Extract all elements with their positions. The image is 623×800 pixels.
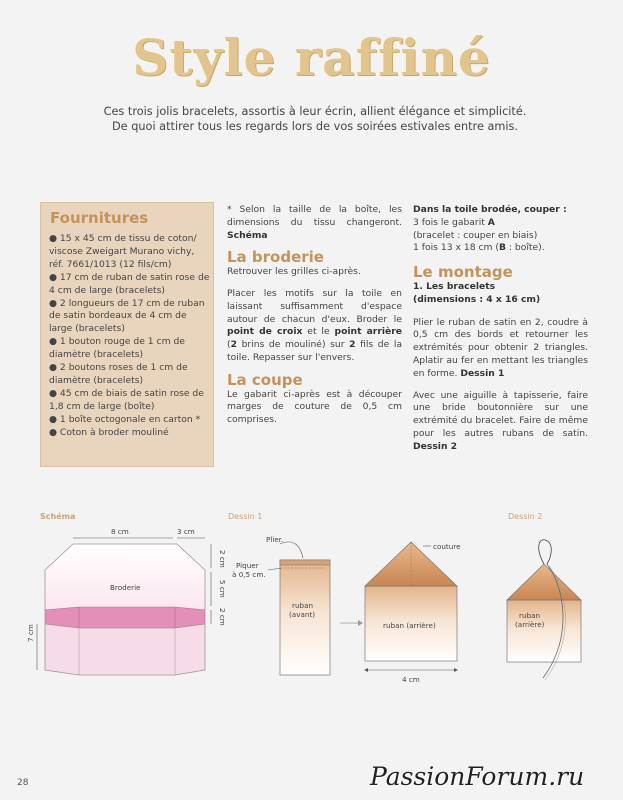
montage-heading: Le montage: [413, 263, 513, 282]
ruban-label: ruban: [519, 611, 541, 620]
schema-bottom-panel: [45, 624, 205, 675]
dim-2cm-bottom: 2 cm: [218, 608, 227, 626]
dim-5cm: 5 cm: [218, 580, 227, 598]
fournitures-heading: Fournitures: [50, 209, 149, 227]
text: 2: [349, 339, 356, 351]
size-note-text: * Selon la taille de la boîte, les dimensions du tissu changeront.: [227, 204, 402, 228]
dessin2-reference: Dessin 2: [413, 440, 458, 452]
broderie-label: Broderie: [110, 583, 141, 592]
text: A: [487, 216, 495, 228]
list-item: ● Coton à broder mouliné: [49, 426, 169, 438]
dim-4cm: 4 cm: [402, 675, 420, 684]
coupe-heading: La coupe: [227, 370, 303, 389]
dim-7cm: 7 cm: [26, 624, 35, 642]
text: Placer les motifs sur la toile en laissant suffisamment d'espace autour de chacun d'eux. Broder le: [227, 287, 402, 325]
fournitures-box: [40, 202, 214, 467]
text: 3 fois le gabarit: [413, 216, 485, 228]
text: Dans la toile brodée, couper :: [413, 204, 567, 215]
dessin1-label: Dessin 1: [228, 512, 263, 521]
couper-line-2: (bracelet : couper en biais): [413, 229, 538, 241]
piquer-label: Piquer: [236, 561, 259, 570]
text: Avec une aiguille à tapisserie, faire une bride boutonnière sur une extrémité du bracelet. Faire de même pour les autres rubans de satin.: [413, 389, 588, 439]
couper-line-3: [413, 242, 588, 255]
montage-paragraph-2: [413, 390, 588, 454]
text: (dimensions : 4 x 16 cm): [413, 293, 541, 305]
text: point arrière: [334, 326, 403, 338]
coupe-paragraph: Le gabarit ci-après est à découper marges de couture de 0,5 cm comprises.: [227, 388, 402, 426]
montage-sub-2: [413, 294, 588, 307]
broderie-paragraph-2: [227, 288, 402, 365]
schema-diagram: [25, 520, 230, 685]
dim-8cm: 8 cm: [111, 527, 129, 536]
couture-label: couture: [433, 542, 461, 551]
schema-reference: Schéma: [227, 229, 268, 241]
couper-line-1: [413, 217, 588, 230]
text: brins de mouliné) sur: [241, 339, 345, 351]
text: 2: [230, 339, 237, 351]
text: 1. Les bracelets: [413, 280, 496, 292]
watermark: PassionForum.ru: [370, 762, 585, 791]
list-item: ● 15 x 45 cm de tissu de coton/ viscose Zweigart Murano vichy, réf. 7661/1013 (12 fils/cm): [49, 233, 197, 270]
dessin1-diagram: [228, 528, 468, 686]
page-number: 28: [17, 778, 29, 788]
avant-label: (avant): [289, 610, 316, 619]
text: et le: [307, 326, 330, 338]
plier-label: Plier.: [266, 535, 284, 544]
page-title: Style raffiné: [132, 28, 491, 87]
schema-pink-band: [45, 607, 205, 628]
list-item: ● 1 boîte octogonale en carton *: [49, 413, 201, 425]
broderie-heading: La broderie: [227, 248, 324, 267]
text: B: [498, 242, 506, 254]
schema-top-panel: [45, 544, 205, 610]
schema-label: Schéma: [40, 512, 76, 521]
dim-3cm: 3 cm: [177, 527, 195, 536]
text: point de croix: [227, 326, 303, 338]
dessin1-reference: Dessin 1: [460, 367, 505, 379]
dessin2-diagram: [495, 528, 595, 688]
piquer-label-2: à 0,5 cm.: [232, 570, 266, 579]
text: (: [227, 339, 231, 351]
list-item: ● 1 bouton rouge de 1 cm de diamètre (bracelets): [49, 336, 185, 361]
intro-line-1: Ces trois jolis bracelets, assortis à leur écrin, allient élégance et simplicité.: [103, 105, 527, 118]
montage-paragraph-1: [413, 317, 588, 381]
text: 1 fois 13 x 18 cm (: [413, 242, 499, 254]
fournitures-list: [41, 233, 213, 440]
ruban-arriere-label: ruban (arrière): [383, 621, 436, 630]
text: Plier le ruban de satin en 2, coudre à 0,5 cm des bords et retourner les extrémités pour obtenir 2 triangles. Aplatir au fer en mettant les triangles en forme.: [413, 316, 588, 379]
list-item: ● 2 boutons roses de 1 cm de diamètre (bracelets): [49, 362, 188, 386]
intro-line-2: De quoi attirer tous les regards lors de vos soirées estivales entre amis.: [111, 120, 519, 133]
dessin2-label: Dessin 2: [508, 512, 543, 521]
text: fils de la toile. Repasser sur l'envers.: [227, 339, 403, 363]
couper-heading: [413, 204, 588, 217]
intro-text: [70, 104, 560, 134]
montage-sub-1: [413, 281, 588, 294]
size-note: [227, 204, 402, 242]
ruban-label: ruban: [292, 601, 314, 610]
text: : boîte).: [508, 242, 545, 254]
list-item: ● 17 cm de ruban de satin rose de 4 cm de large (bracelets): [49, 271, 210, 296]
dim-2cm-top: 2 cm: [218, 550, 227, 568]
arriere-label: (arrière): [515, 620, 545, 629]
list-item: ● 45 cm de biais de satin rose de 1,8 cm de large (boîte): [49, 387, 204, 412]
column-middle: [227, 204, 402, 436]
column-right: [413, 204, 588, 463]
broderie-paragraph-1: Retrouver les grilles ci-après.: [227, 266, 361, 278]
list-item: ● 2 longueurs de 17 cm de ruban de satin bordeaux de 4 cm de large (bracelets): [49, 297, 205, 335]
